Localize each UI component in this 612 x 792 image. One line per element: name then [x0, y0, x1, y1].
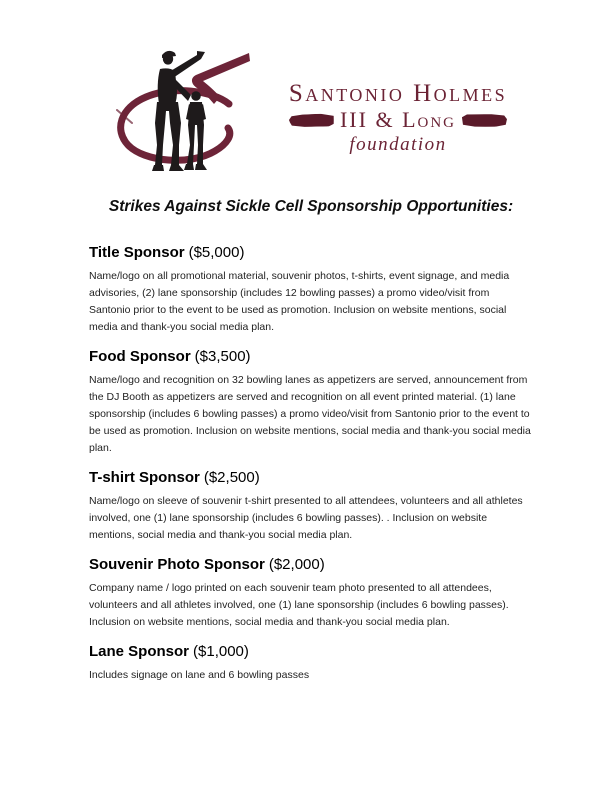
sponsor-name: T-shirt Sponsor	[89, 469, 200, 486]
sponsor-price: ($1,000)	[193, 643, 249, 660]
sponsor-heading	[89, 468, 533, 487]
foundation-logo	[112, 46, 512, 180]
sponsor-description: Name/logo on sleeve of souvenir t-shirt presented to all attendees, volunteers and all athletes involved, one (1) lane sponsorship (includes 6 bowling passes). . Inclusion on website mentions, social media and thank-you social media plan.	[89, 495, 523, 541]
sponsor-heading	[89, 243, 533, 262]
section-food-sponsor	[89, 347, 533, 457]
sponsor-price: ($5,000)	[188, 244, 245, 261]
sponsor-description: Includes signage on lane and 6 bowling passes	[89, 669, 310, 681]
sponsor-description: Name/logo and recognition on 32 bowling lanes as appetizers are served, announcement from the DJ Booth as appetizers are served and recognition on all event printed material. (1) lane sponsorship (includes 6 bowling passes) a promo video/visit from Santonio prior to the event to be used as promotion. Inclusion on website mentions, social media and thank-you social media plan.	[89, 374, 531, 454]
sponsor-price: ($3,500)	[194, 348, 251, 365]
sponsor-price: ($2,000)	[268, 556, 325, 573]
man-pointing-with-child-swoosh-icon	[112, 46, 262, 180]
wordmark-sub-text: III & Long	[339, 107, 457, 132]
page-title: Strikes Against Sickle Cell Sponsorship Opportunities:	[108, 198, 514, 215]
section-title-sponsor	[89, 243, 533, 336]
section-tshirt-sponsor	[89, 468, 533, 544]
wordmark-foundation-text: foundation	[349, 134, 447, 155]
foundation-wordmark	[284, 82, 512, 180]
sponsor-description: Company name / logo printed on each souvenir team photo presented to all attendees, volunteers and all athletes involved, one (1) lane sponsorship (includes 6 bowling passes). Inclusion on website mentions, social media and thank-you social media plan.	[89, 582, 509, 628]
sponsor-name: Food Sponsor	[89, 348, 191, 365]
sponsor-name: Title Sponsor	[89, 244, 185, 261]
brush-stroke-left-icon	[289, 113, 334, 128]
section-souvenir-photo-sponsor	[89, 555, 533, 631]
section-lane-sponsor	[89, 642, 533, 684]
sponsor-heading	[89, 555, 533, 574]
sponsor-heading	[89, 347, 533, 366]
document-body	[89, 197, 533, 695]
wordmark-subline	[284, 109, 512, 131]
wordmark-name: Santonio Holmes	[288, 80, 508, 107]
sponsor-description: Name/logo on all promotional material, souvenir photos, t-shirts, event signage, and media advisories, (2) lane sponsorship (includes 12 bowling passes) a promo video/visit from Santonio prior to the event to be used as promotion. Inclusion on website mentions, social media and thank-you social media plan.	[89, 270, 510, 333]
brush-stroke-right-icon	[462, 113, 507, 127]
sponsor-name: Lane Sponsor	[89, 643, 190, 660]
sponsor-heading	[89, 642, 533, 661]
sponsor-price: ($2,500)	[203, 469, 260, 486]
sponsor-name: Souvenir Photo Sponsor	[89, 556, 265, 573]
